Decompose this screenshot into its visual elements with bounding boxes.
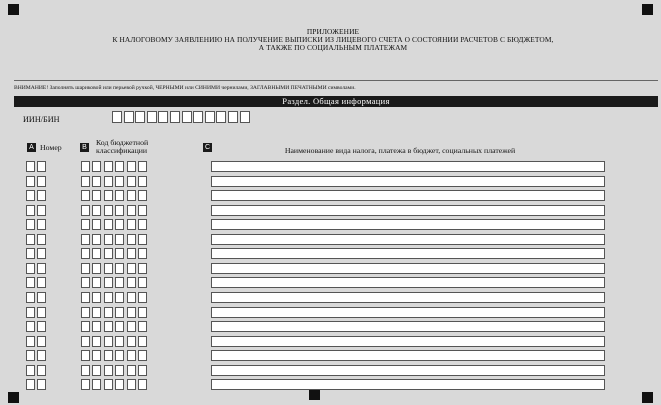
iin-cell[interactable] <box>205 111 215 123</box>
budget-code-cell[interactable] <box>138 176 147 187</box>
budget-code-cell[interactable] <box>104 219 113 230</box>
iin-label: ИИН/БИН <box>23 115 60 124</box>
payment-name-field[interactable] <box>211 248 605 259</box>
number-cell[interactable] <box>26 161 35 172</box>
budget-code-cell[interactable] <box>104 277 113 288</box>
budget-code-cell[interactable] <box>104 307 113 318</box>
number-field[interactable] <box>26 321 49 332</box>
budget-code-field[interactable] <box>81 379 149 390</box>
budget-code-cell[interactable] <box>115 350 124 361</box>
budget-code-cell[interactable] <box>138 379 147 390</box>
budget-code-cell[interactable] <box>115 321 124 332</box>
budget-code-cell[interactable] <box>138 321 147 332</box>
budget-code-cell[interactable] <box>81 379 90 390</box>
budget-code-cell[interactable] <box>104 336 113 347</box>
payment-name-field[interactable] <box>211 176 605 187</box>
column-b-label: Код бюджетной классификации <box>96 138 149 155</box>
number-cell[interactable] <box>37 263 46 274</box>
iin-cell[interactable] <box>112 111 122 123</box>
registration-mark-bottom-left <box>8 392 19 403</box>
payment-name-field[interactable] <box>211 292 605 303</box>
budget-code-cell[interactable] <box>127 365 136 376</box>
number-cell[interactable] <box>37 219 46 230</box>
number-cell[interactable] <box>26 234 35 245</box>
fill-instructions: ВНИМАНИЕ! Заполнять шариковой или перьевой ручкой, ЧЕРНЫМИ или СИНИМИ чернилами, ЗАГЛАВНЫМИ ПЕЧАТНЫМИ символами. <box>14 85 356 91</box>
budget-code-field[interactable] <box>81 277 149 288</box>
number-cell[interactable] <box>37 350 46 361</box>
budget-code-cell[interactable] <box>127 161 136 172</box>
number-field[interactable] <box>26 219 49 230</box>
budget-code-cell[interactable] <box>81 307 90 318</box>
appendix-title <box>60 28 606 53</box>
table-row <box>0 263 661 274</box>
budget-code-cell[interactable] <box>81 219 90 230</box>
budget-code-cell[interactable] <box>127 190 136 201</box>
appendix-line: ПРИЛОЖЕНИЕ <box>306 27 360 36</box>
table-row <box>0 292 661 303</box>
number-cell[interactable] <box>26 350 35 361</box>
number-cell[interactable] <box>26 321 35 332</box>
budget-code-field[interactable] <box>81 350 149 361</box>
payment-name-field[interactable] <box>211 234 605 245</box>
payment-name-field[interactable] <box>211 350 605 361</box>
budget-code-cell[interactable] <box>127 205 136 216</box>
budget-code-cell[interactable] <box>127 350 136 361</box>
iin-cell[interactable] <box>124 111 134 123</box>
budget-code-cell[interactable] <box>127 248 136 259</box>
number-cell[interactable] <box>26 219 35 230</box>
budget-code-cell[interactable] <box>104 248 113 259</box>
budget-code-cell[interactable] <box>138 277 147 288</box>
table-row <box>0 350 661 361</box>
payment-name-field[interactable] <box>211 277 605 288</box>
iin-cell[interactable] <box>228 111 238 123</box>
budget-code-field[interactable] <box>81 161 149 172</box>
table-row <box>0 379 661 390</box>
budget-code-cell[interactable] <box>92 365 101 376</box>
table-row <box>0 248 661 259</box>
divider <box>14 80 658 81</box>
budget-code-cell[interactable] <box>115 190 124 201</box>
payment-name-field[interactable] <box>211 336 605 347</box>
number-cell[interactable] <box>26 307 35 318</box>
column-c-label: Наименование вида налога, платежа в бюджет, социальных платежей <box>284 146 516 155</box>
appendix-line: А ТАКЖЕ ПО СОЦИАЛЬНЫМ ПЛАТЕЖАМ <box>258 43 408 53</box>
payment-name-field[interactable] <box>211 161 605 172</box>
budget-code-cell[interactable] <box>115 336 124 347</box>
budget-code-cell[interactable] <box>127 176 136 187</box>
number-cell[interactable] <box>26 379 35 390</box>
budget-code-cell[interactable] <box>92 321 101 332</box>
table-row <box>0 219 661 230</box>
number-field[interactable] <box>26 161 49 172</box>
number-cell[interactable] <box>37 321 46 332</box>
budget-code-cell[interactable] <box>92 379 101 390</box>
budget-code-cell[interactable] <box>104 176 113 187</box>
budget-code-cell[interactable] <box>92 307 101 318</box>
table-row <box>0 176 661 187</box>
table-row <box>0 321 661 332</box>
number-field[interactable] <box>26 205 49 216</box>
budget-code-cell[interactable] <box>115 219 124 230</box>
budget-code-cell[interactable] <box>138 205 147 216</box>
budget-code-field[interactable] <box>81 307 149 318</box>
budget-code-cell[interactable] <box>115 292 124 303</box>
budget-code-cell[interactable] <box>138 263 147 274</box>
column-b-badge: B <box>80 143 89 152</box>
budget-code-cell[interactable] <box>81 321 90 332</box>
iin-cell[interactable] <box>216 111 226 123</box>
number-field[interactable] <box>26 307 49 318</box>
budget-code-cell[interactable] <box>127 336 136 347</box>
budget-code-field[interactable] <box>81 263 149 274</box>
budget-code-cell[interactable] <box>115 277 124 288</box>
number-field[interactable] <box>26 190 49 201</box>
budget-code-cell[interactable] <box>115 176 124 187</box>
number-cell[interactable] <box>26 248 35 259</box>
column-a-badge: A <box>27 143 36 152</box>
budget-code-cell[interactable] <box>92 234 101 245</box>
budget-code-field[interactable] <box>81 234 149 245</box>
iin-cell[interactable] <box>193 111 203 123</box>
registration-mark-bottom-right <box>642 392 653 403</box>
budget-code-cell[interactable] <box>92 336 101 347</box>
budget-code-cell[interactable] <box>127 379 136 390</box>
budget-code-cell[interactable] <box>104 234 113 245</box>
number-cell[interactable] <box>26 365 35 376</box>
budget-code-field[interactable] <box>81 205 149 216</box>
number-cell[interactable] <box>26 190 35 201</box>
number-cell[interactable] <box>37 365 46 376</box>
iin-cell[interactable] <box>135 111 145 123</box>
table-row <box>0 365 661 376</box>
budget-code-cell[interactable] <box>81 336 90 347</box>
number-field[interactable] <box>26 350 49 361</box>
number-cell[interactable] <box>26 277 35 288</box>
table-row <box>0 307 661 318</box>
table-row <box>0 161 661 172</box>
budget-code-field[interactable] <box>81 176 149 187</box>
budget-code-cell[interactable] <box>104 190 113 201</box>
budget-code-cell[interactable] <box>81 263 90 274</box>
budget-code-field[interactable] <box>81 321 149 332</box>
payment-name-field[interactable] <box>211 190 605 201</box>
number-field[interactable] <box>26 248 49 259</box>
budget-code-cell[interactable] <box>81 161 90 172</box>
budget-code-cell[interactable] <box>92 176 101 187</box>
registration-mark-top-left <box>8 4 19 15</box>
budget-code-cell[interactable] <box>138 336 147 347</box>
budget-code-cell[interactable] <box>92 219 101 230</box>
iin-input[interactable] <box>112 111 251 123</box>
budget-code-cell[interactable] <box>81 350 90 361</box>
number-cell[interactable] <box>37 307 46 318</box>
registration-mark-top-right <box>642 4 653 15</box>
number-field[interactable] <box>26 365 49 376</box>
number-cell[interactable] <box>37 161 46 172</box>
budget-code-cell[interactable] <box>104 263 113 274</box>
number-cell[interactable] <box>37 379 46 390</box>
appendix-line: К НАЛОГОВОМУ ЗАЯВЛЕНИЮ НА ПОЛУЧЕНИЕ ВЫПИСКИ ИЗ ЛИЦЕВОГО СЧЕТА О СОСТОЯНИИ РАСЧЕТОВ С БЮДЖЕТОМ, <box>112 35 554 45</box>
budget-code-cell[interactable] <box>115 365 124 376</box>
number-cell[interactable] <box>26 336 35 347</box>
budget-code-cell[interactable] <box>115 379 124 390</box>
number-field[interactable] <box>26 379 49 390</box>
budget-code-cell[interactable] <box>127 321 136 332</box>
budget-code-cell[interactable] <box>138 292 147 303</box>
budget-code-cell[interactable] <box>138 350 147 361</box>
budget-code-cell[interactable] <box>104 292 113 303</box>
budget-code-cell[interactable] <box>104 321 113 332</box>
budget-code-cell[interactable] <box>127 219 136 230</box>
budget-code-cell[interactable] <box>138 219 147 230</box>
budget-code-cell[interactable] <box>92 248 101 259</box>
number-field[interactable] <box>26 263 49 274</box>
budget-code-cell[interactable] <box>81 190 90 201</box>
number-cell[interactable] <box>26 205 35 216</box>
budget-code-cell[interactable] <box>127 234 136 245</box>
budget-code-cell[interactable] <box>138 248 147 259</box>
budget-code-field[interactable] <box>81 292 149 303</box>
budget-code-cell[interactable] <box>127 307 136 318</box>
budget-code-cell[interactable] <box>81 365 90 376</box>
budget-code-cell[interactable] <box>138 161 147 172</box>
column-c-badge: C <box>204 144 211 151</box>
budget-code-cell[interactable] <box>115 263 124 274</box>
number-cell[interactable] <box>26 292 35 303</box>
table-row <box>0 234 661 245</box>
payment-name-field[interactable] <box>211 365 605 376</box>
budget-code-cell[interactable] <box>81 176 90 187</box>
budget-code-cell[interactable] <box>92 190 101 201</box>
number-field[interactable] <box>26 292 49 303</box>
budget-code-cell[interactable] <box>81 292 90 303</box>
budget-code-cell[interactable] <box>81 277 90 288</box>
payment-name-field[interactable] <box>211 205 605 216</box>
budget-code-cell[interactable] <box>138 307 147 318</box>
number-field[interactable] <box>26 234 49 245</box>
table-row <box>0 336 661 347</box>
budget-code-field[interactable] <box>81 365 149 376</box>
number-field[interactable] <box>26 336 49 347</box>
number-cell[interactable] <box>37 190 46 201</box>
number-cell[interactable] <box>26 263 35 274</box>
budget-code-cell[interactable] <box>92 277 101 288</box>
budget-code-cell[interactable] <box>115 307 124 318</box>
budget-code-cell[interactable] <box>81 234 90 245</box>
iin-cell[interactable] <box>147 111 157 123</box>
budget-code-cell[interactable] <box>138 190 147 201</box>
payment-name-field[interactable] <box>211 321 605 332</box>
budget-code-cell[interactable] <box>104 161 113 172</box>
budget-code-field[interactable] <box>81 219 149 230</box>
registration-mark-bottom-middle <box>309 389 320 400</box>
number-cell[interactable] <box>37 277 46 288</box>
number-field[interactable] <box>26 176 49 187</box>
payment-name-field[interactable] <box>211 219 605 230</box>
budget-code-field[interactable] <box>81 336 149 347</box>
budget-code-field[interactable] <box>81 248 149 259</box>
number-cell[interactable] <box>37 176 46 187</box>
budget-code-cell[interactable] <box>104 365 113 376</box>
budget-code-cell[interactable] <box>92 205 101 216</box>
budget-code-cell[interactable] <box>115 248 124 259</box>
budget-code-cell[interactable] <box>81 205 90 216</box>
iin-cell[interactable] <box>240 111 250 123</box>
budget-code-cell[interactable] <box>104 205 113 216</box>
number-cell[interactable] <box>37 336 46 347</box>
budget-code-cell[interactable] <box>81 248 90 259</box>
iin-cell[interactable] <box>182 111 192 123</box>
number-cell[interactable] <box>37 205 46 216</box>
number-cell[interactable] <box>37 234 46 245</box>
budget-code-cell[interactable] <box>138 234 147 245</box>
budget-code-cell[interactable] <box>104 350 113 361</box>
budget-code-cell[interactable] <box>115 161 124 172</box>
number-cell[interactable] <box>37 248 46 259</box>
payment-name-field[interactable] <box>211 307 605 318</box>
budget-code-cell[interactable] <box>127 263 136 274</box>
number-cell[interactable] <box>37 292 46 303</box>
budget-code-cell[interactable] <box>127 277 136 288</box>
budget-code-cell[interactable] <box>92 350 101 361</box>
section-title: Раздел. Общая информация <box>14 96 658 107</box>
number-field[interactable] <box>26 277 49 288</box>
budget-code-cell[interactable] <box>115 205 124 216</box>
budget-code-field[interactable] <box>81 190 149 201</box>
budget-code-cell[interactable] <box>115 234 124 245</box>
budget-code-cell[interactable] <box>92 161 101 172</box>
payment-name-field[interactable] <box>211 379 605 390</box>
budget-code-cell[interactable] <box>127 292 136 303</box>
table-row <box>0 277 661 288</box>
budget-code-cell[interactable] <box>92 263 101 274</box>
column-a-label: Номер <box>40 143 62 152</box>
payment-name-field[interactable] <box>211 263 605 274</box>
number-cell[interactable] <box>26 176 35 187</box>
budget-code-cell[interactable] <box>92 292 101 303</box>
iin-cell[interactable] <box>158 111 168 123</box>
budget-code-cell[interactable] <box>104 379 113 390</box>
table-row <box>0 190 661 201</box>
budget-code-cell[interactable] <box>138 365 147 376</box>
iin-cell[interactable] <box>170 111 180 123</box>
table-row <box>0 205 661 216</box>
